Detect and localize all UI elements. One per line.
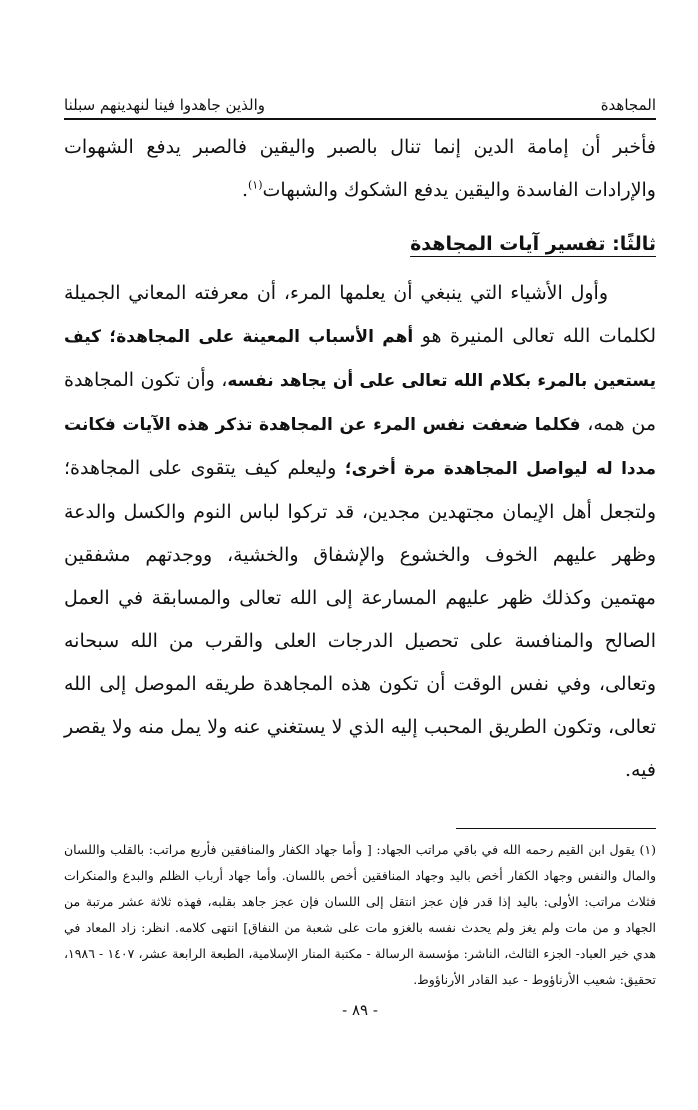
verse-title: والذين جاهدوا فينا لنهدينهم سبلنا [64, 96, 265, 114]
paragraph-main-bold2: فكلما ضعفت نفس المرء عن المجاهدة تذكر هذه الآيات فكانت مددا له ليواصل المجاهدة مرة أخرى؛ [64, 415, 656, 479]
footnote: (١) يقول ابن القيم رحمه الله في باقي مراتب الجهاد: [ وأما جهاد الكفار والمنافقين فأربع مراتب: بالقلب واللسان والمال والنفس وجهاد الكفار أخص باليد وجهاد المنافقين أخص باللسان. وأما جهاد أرباب الظلم والبدع والمنكرات فثلاث مراتب: الأولى: باليد إذا قدر فإن عجز انتقل إلى اللسان فإن عجز جاهد بقلبه، فهذه ثلاثة عشر مرتبة من الجهاد و من مات ولم يغز ولم يحدث نفسه بالغزو مات على شعبة من النفاق] انتهى كلامه. انظر: زاد المعاد في هدي خير العباد- الجزء الثالث، الناشر: مؤسسة الرسالة - مكتبة المنار الإسلامية، الطبعة الرابعة عشر، ١٤٠٧ - ١٩٨٦، تحقيق: شعيب الأرناؤوط - عبد القادر الأرناؤوط. [64, 842, 656, 987]
paragraph-main [64, 272, 656, 792]
footnote-marker[interactable]: (١) [248, 178, 263, 192]
running-header [64, 80, 656, 114]
header-rule [64, 118, 656, 120]
paragraph-main-part2: ، وأن تكون المجاهدة من همه، [64, 369, 657, 435]
paragraph-intro [64, 126, 656, 212]
paragraph-intro-end: . [241, 179, 248, 201]
section-heading: ثالثًا: تفسير آيات المجاهدة [410, 233, 656, 255]
paragraph-main-bold1: أهم الأسباب المعينة على المجاهدة؛ كيف يستعين بالمرء بكلام الله تعالى على أن يجاهد نفسه [64, 327, 656, 391]
book-page [64, 80, 656, 1019]
chapter-title: المجاهدة [600, 96, 656, 114]
paragraph-main-part3: وليعلم كيف يتقوى على المجاهدة؛ ولتجعل أهل الإيمان مجتهدين مجدين، قد تركوا لباس النوم والكسل والدعة وظهر عليهم الخوف والخشوع والإشفاق والخشية، ووجدتهم مشفقين مهتمين وكذلك ظهر عليهم المسارعة إلى الله تعالى والمسابقة في العمل الصالح والمنافسة على تحصيل الدرجات العلى والقرب من الله سبحانه وتعالى، وفي نفس الوقت أن تكون هذه المجاهدة طريقه الموصل إلى الله تعالى، وتكون الطريق المحبب إليه الذي لا يستغني عنه ولا يمل منه ولا يقصر فيه. [64, 457, 656, 781]
paragraph-intro-text: فأخبر أن إمامة الدين إنما تنال بالصبر واليقين فالصبر يدفع الشهوات والإرادات الفاسدة واليقين يدفع الشكوك والشبهات [64, 136, 656, 201]
page-number: - ٨٩ - [342, 1001, 378, 1019]
footnote-rule [456, 828, 656, 829]
paragraph-main-part1: وأول الأشياء التي ينبغي أن يعلمها المرء، أن معرفته المعاني الجميلة لكلمات الله تعالى المنيرة هو [64, 282, 656, 347]
